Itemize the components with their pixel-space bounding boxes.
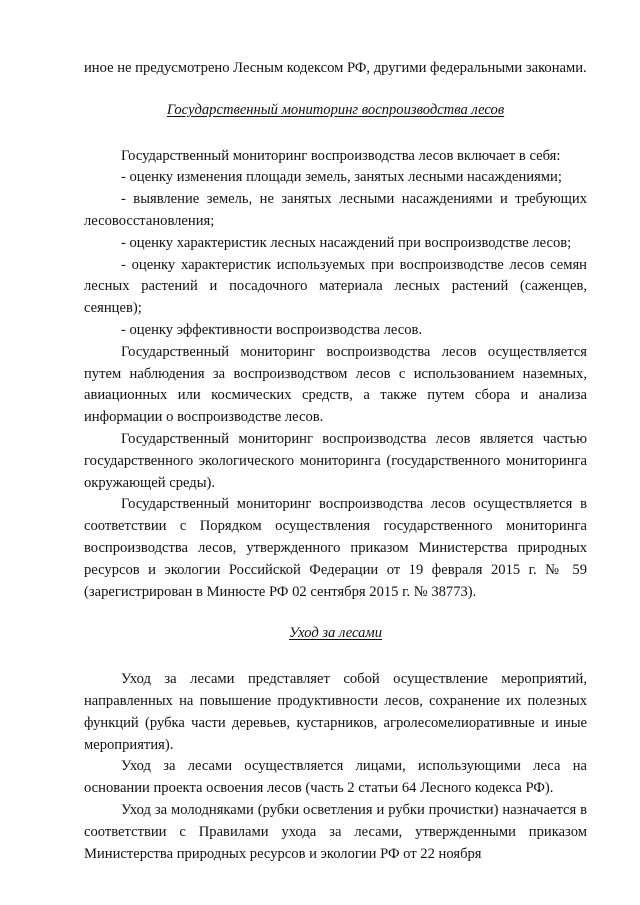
paragraph: Уход за лесами представляет собой осуществление мероприятий, направленных на повышение продуктивности лесов, сохранение их полезных функций (рубка части деревьев, кустарников, агролесомелиоративные и иные мероприятия). [84,671,587,753]
paragraph: Уход за молодняками (рубки осветления и рубки прочистки) назначается в соответствии с Правилами ухода за лесами, утвержденными приказом Министерства природных ресурсов и экологии РФ от 22 ноября [84,801,587,862]
paragraph: Государственный мониторинг воспроизводства лесов является частью государственного экологического мониторинга (государственного мониторинга окружающей среды). [84,430,587,491]
intro-fragment: иное не предусмотрено Лесным кодексом РФ, другими федеральными законами. [84,60,587,76]
list-item: - оценку эффективности воспроизводства лесов. [121,321,423,338]
document-page [84,58,587,865]
section-heading-monitoring: Государственный мониторинг воспроизводства лесов [166,101,505,118]
list-item: - оценку характеристик лесных насаждений при воспроизводстве лесов; [121,234,572,251]
list-item: - оценку изменения площади земель, занятых лесными насаждениями; [121,169,562,186]
list-item: - выявление земель, не занятых лесными насаждениями и требующих лесовосстановления; [84,191,587,229]
paragraph: Государственный мониторинг воспроизводства лесов включает в себя: [121,147,561,164]
paragraph: Уход за лесами осуществляется лицами, использующими леса на основании проекта освоения лесов (часть 2 статьи 64 Лесного кодекса РФ). [84,758,587,797]
list-item: - оценку характеристик используемых при воспроизводстве лесов семян лесных растений и посадочного материала лесных растений (саженцев, сеянцев); [84,256,587,317]
paragraph: Государственный мониторинг воспроизводства лесов осуществляется путем наблюдения за воспроизводством лесов с использованием наземных, авиационных или космических средств, а также путем сбора и анализа информации о воспроизводстве лесов. [84,343,587,426]
section-heading-forest-care: Уход за лесами [288,625,383,642]
paragraph: Государственный мониторинг воспроизводства лесов осуществляется в соответствии с Порядком осуществления государственного мониторинга воспроизводства лесов, утвержденного приказом Министерства природных ресурсов и экологии Российской Федерации от 19 февраля 2015 г. № 59 (зарегистрирован в Минюсте РФ 02 сентября 2015 г. № 38773). [84,496,587,600]
